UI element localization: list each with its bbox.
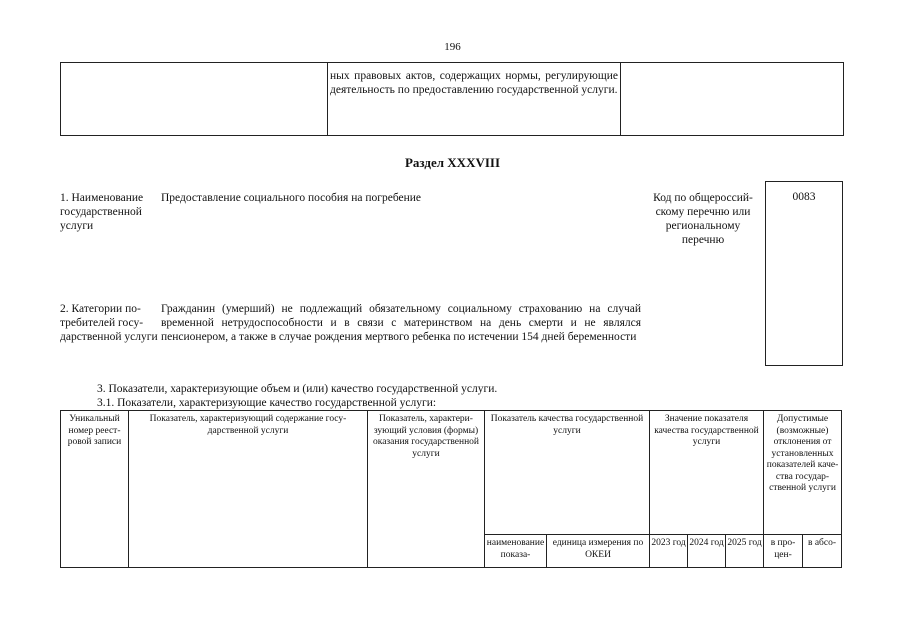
continuation-table-empty-cell: [61, 63, 328, 135]
indicators-title: 3. Показатели, характеризующие объем и (или) качество государственной услуги.: [97, 383, 498, 395]
subheader-name: наименование показа-: [484, 534, 547, 568]
service-name-label: 1. Наименование государственной услуги: [60, 192, 144, 232]
subheader-year-2023: 2023 год: [649, 534, 688, 568]
header-quality-indicator: Показатель качества государственной услуги: [484, 410, 650, 535]
consumer-categories-value: Гражданин (умерший) не подлежащий обязательному социальному страхованию на случай временной нетрудоспособности и в связи с материнством на день смерти и не являлся пенсионером, а также в случае рождения мертвого ребенка по истечении 154 дней беременности: [161, 303, 641, 343]
subheader-year-2024: 2024 год: [687, 534, 726, 568]
continuation-table: [60, 62, 844, 136]
subheader-year-2025: 2025 год: [725, 534, 764, 568]
section-title: Раздел XXXVIII: [404, 155, 501, 170]
subheader-absolute: в абсо-: [802, 534, 842, 568]
header-indicator-value: Значение показателя качества государственной услуги: [649, 410, 764, 535]
registry-code-box: [765, 181, 843, 366]
indicators-subtitle: 3.1. Показатели, характеризующие качество государственной услуги:: [97, 397, 437, 409]
registry-code-value: 0083: [792, 191, 816, 203]
header-unique-number: Уникальный номер реестровой записи: [60, 410, 129, 568]
subheader-unit: единица измерения по ОКЕИ: [546, 534, 650, 568]
continuation-text: ных правовых актов, содержащих нормы, регулирующие деятельность по предоставлению государственной услуги.: [330, 70, 618, 96]
continuation-table-text-cell: [328, 63, 621, 135]
page-number: 196: [444, 41, 461, 53]
consumer-categories-label: 2. Категории потребителей государственной услуги: [60, 303, 158, 343]
registry-code-label: Код по общероссийскому перечню или региональному перечню: [653, 192, 753, 246]
subheader-percent: в процен-: [763, 534, 803, 568]
header-allowed-deviations: Допустимые (возможные) отклонения от установленных показателей качества государственной услуги: [763, 410, 842, 535]
service-name-value: Предоставление социального пособия на погребение: [161, 192, 422, 204]
header-conditions-indicator: Показатель, характеризующий условия (формы) оказания государственной услуги: [367, 410, 485, 568]
quality-indicators-table: [60, 410, 842, 568]
header-content-indicator: Показатель, характеризующий содержание государственной услуги: [128, 410, 368, 568]
